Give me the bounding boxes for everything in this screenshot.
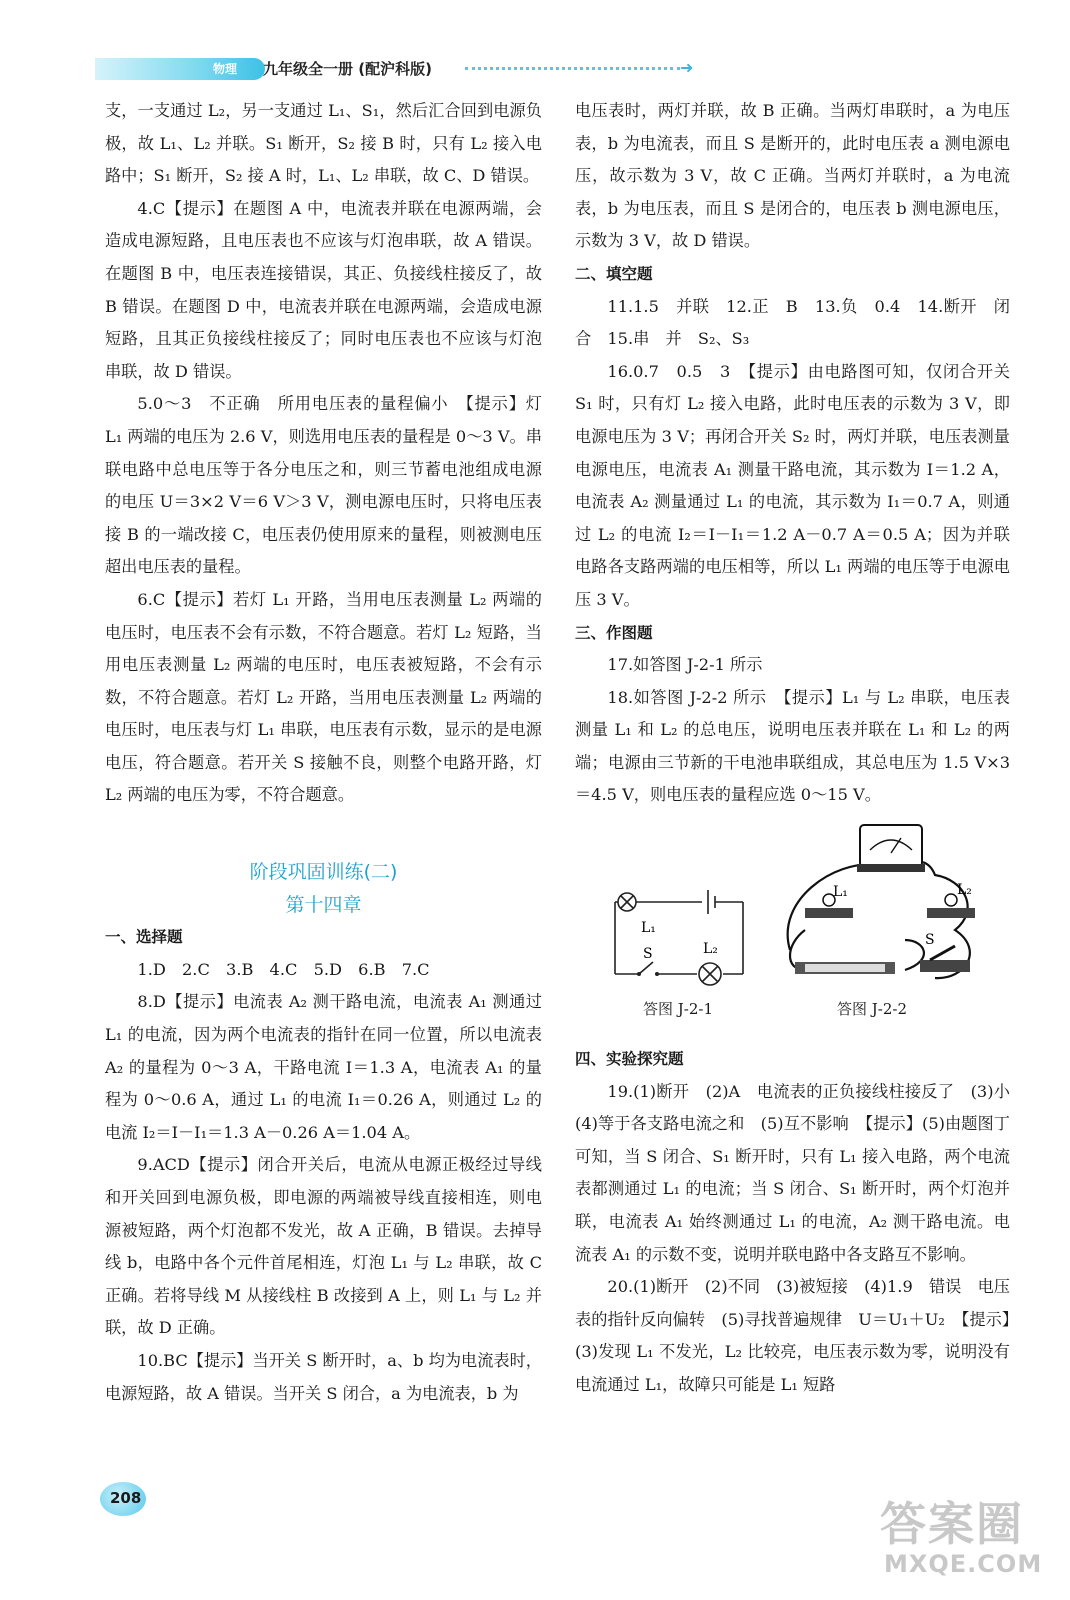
- answer-5: 5.0～3 不正确 所用电压表的量程偏小 【提示】灯 L₁ 两端的电压为 2.6 V，则选用电压表的量程是 0～3 V。串联电路中总电压等于各分电压之和，则三节蓄电池组成电源的电压 U＝3×2 V＝6 V＞3 V，测电源电压时，只将电压表接 B 的一端改接 C，电压表仍使用原来的量程，则被测电压超出电压表的量程。: [105, 394, 542, 577]
- answer-10: 10.BC【提示】当开关 S 断开时，a、b 均为电流表时，电源短路，故 A 错误。当开关 S 闭合，a 为电流表，b 为: [105, 1350, 542, 1403]
- answers-choice: 1.D 2.C 3.B 4.C 5.D 6.B 7.C: [137, 959, 430, 979]
- bulb-icon: [945, 894, 957, 906]
- spacer: [105, 812, 542, 856]
- page-number: 208: [110, 1489, 142, 1507]
- page-number-badge: [98, 1478, 154, 1518]
- section-title: 阶段巩固训练(二): [249, 861, 398, 884]
- lamp-holder-l2: [927, 908, 975, 918]
- physical-circuit-drawing: [788, 825, 975, 978]
- fig2-label-l2: L₂: [957, 882, 972, 898]
- header-title: 九年级全一册 (配沪科版): [263, 60, 432, 78]
- header-swoosh-decoration: [95, 58, 265, 80]
- answer-19: 19.(1)断开 (2)A 电流表的正负接线柱接反了 (3)小 (4)等于各支路电流之和 (5)互不影响 【提示】(5)由题图丁可知，当 S 闭合、S₁ 断开时，只有 L₁ 接入电路，两个电流表都测通过 L₁ 的电流；当 S 闭合、S₁ 断开时，两个灯泡并联，电流表 A₁ 始终测通过 L₁ 的电流，A₂ 测干路电流。电流表 A₁ 的示数不变，说明并联电路中各支路互不影响。: [575, 1081, 1027, 1264]
- answer-20: 20.(1)断开 (2)不同 (3)被短接 (4)1.9 错误 电压表的指针反向偏转 (5)寻找普遍规律 U＝U₁＋U₂ 【提示】(3)发现 L₁ 不发光，L₂ 比较亮，电压表示数为零，说明没有电流通过 L₁，故障只可能是 L₁ 短路: [575, 1277, 1010, 1394]
- switch-contact-dot: [655, 972, 659, 976]
- page-header: [95, 48, 695, 88]
- header-arrow-icon: ➜: [680, 58, 694, 77]
- answer-6: 6.C【提示】若灯 L₁ 开路，当用电压表测量 L₂ 两端的电压时，电压表不会有示数，不符合题意。若灯 L₂ 短路，当用电压表测量 L₂ 两端的电压时，电压表被短路，不会有示数，不符合题意。若灯 L₂ 开路，当用电压表测量 L₂ 两端的电压时，电压表与灯 L₁ 串联，电压表有示数，显示的是电源电压，符合题意。若开关 S 接触不良，则整个电路开路，灯 L₂ 两端的电压为零，不符合题意。: [105, 589, 542, 805]
- switch-pivot-dot: [637, 972, 641, 976]
- answer-16: 16.0.7 0.5 3 【提示】由电路图可知，仅闭合开关 S₁ 时，只有灯 L₂ 接入电路，此时电压表的示数为 3 V，即电源电压为 3 V；再闭合开关 S₂ 时，两灯并联，电压表测量电源电压，电流表 A₁ 测量干路电流，其示数为 I＝1.2 A，电流表 A₂ 测量通过 L₁ 的电流，其示数为 I₁＝0.7 A，则通过 L₂ 的电流 I₂＝I－I₁＝1.2 A－0.7 A＝0.5 A；因为并联电路各支路两端的电压相等，所以 L₁ 两端的电压等于电源电压 3 V。: [575, 361, 1010, 609]
- section-heading-fill: 二、填空题: [575, 264, 653, 283]
- section-heading-choice: 一、选择题: [105, 928, 183, 947]
- fig1-label-l2: L₂: [703, 941, 718, 957]
- right-column-top: [575, 95, 1010, 812]
- fig1-label-l1: L₁: [641, 920, 656, 936]
- voltmeter-icon: [860, 825, 922, 867]
- paragraph: 支，一支通过 L₂，另一支通过 L₁、S₁，然后汇合回到电源负极，故 L₁、L₂ 并联。S₁ 断开，S₂ 接 B 时，只有 L₂ 接入电路中；S₁ 断开，S₂ 接 A 时，L₁、L₂ 串联，故 C、D 错误。: [105, 101, 542, 186]
- watermark: [880, 1488, 1060, 1588]
- answer-18: 18.如答图 J-2-2 所示 【提示】L₁ 与 L₂ 串联，电压表测量 L₁ 和 L₂ 的总电压，说明电压表并联在 L₁ 和 L₂ 的两端；电源由三节新的干电池串联组成，其总电压为 1.5 V×3＝4.5 V，则电压表的量程应选 0～15 V。: [575, 687, 1010, 805]
- fig2-label-l1: L₁: [833, 884, 848, 900]
- answers-fill: 11.1.5 并联 12.正 B 13.负 0.4 14.断开 闭合 15.串 并 S₂、S₃: [575, 296, 1010, 349]
- fig2-label-s: S: [925, 932, 935, 948]
- watermark-url: MXQE.COM: [884, 1550, 1043, 1578]
- answer-17: 17.如答图 J-2-1 所示: [607, 655, 763, 675]
- answer-4: 4.C【提示】在题图 A 中，电流表并联在电源两端，会造成电源短路，且电压表也不应该与灯泡串联，故 A 错误。在题图 B 中，电压表连接错误，其正、负接线柱接反了，故 B 错误。在题图 D 中，电流表并联在电源两端，会造成电源短路，且其正负接线柱接反了；同时电压表也不应该与灯泡串联，故 D 错误。: [105, 198, 542, 381]
- left-column: [105, 95, 542, 1410]
- fig1-label-s: S: [643, 946, 653, 962]
- watermark-logo: 答案圈: [880, 1497, 1024, 1551]
- lamp-holder-l1: [805, 908, 853, 918]
- figure-caption-j-2-2: 答图 J-2-2: [837, 1000, 908, 1018]
- answer-8: 8.D【提示】电流表 A₂ 测干路电流，电流表 A₁ 测通过 L₁ 的电流，因为两个电流表的指针在同一位置，所以电流表 A₂ 的量程为 0～3 A，干路电流 I＝1.3 A，电流表 A₁ 的量程为 0～0.6 A，通过 L₁ 的电流 I₁＝0.26 A，则通过 L₂ 的电流 I₂＝I－I₁＝1.3 A－0.26 A＝1.04 A。: [105, 992, 542, 1142]
- right-column-bottom: [575, 1043, 1027, 1402]
- figure-caption-j-2-1: 答图 J-2-1: [643, 1000, 714, 1018]
- chapter-title: 第十四章: [285, 893, 362, 916]
- answer-9: 9.ACD【提示】闭合开关后，电流从电源正极经过导线和开关回到电源负极，即电源的两端被导线直接相连，则电源被短路，两个灯泡都不发光，故 A 正确，B 错误。去掉导线 b，电路中各个元件首尾相连，灯泡 L₁ 与 L₂ 串联，故 C 正确。若将导线 M 从接线柱 B 改接到 A 上，则 L₁ 与 L₂ 并联，故 D 正确。: [105, 1155, 542, 1338]
- circuit-diagram-j-2-1: [605, 820, 1025, 995]
- switch-icon: [920, 960, 970, 972]
- figures-area: [605, 820, 1025, 1030]
- section-heading-drawing: 三、作图题: [575, 623, 653, 642]
- section-heading-experiment: 四、实验探究题: [575, 1050, 684, 1068]
- header-subject: 物理: [213, 62, 238, 76]
- answer-10-continued: 电压表时，两灯并联，故 B 正确。当两灯串联时，a 为电压表，b 为电流表，而且 S 是断开的，此时电压表 a 测电源电压，故示数为 3 V，故 C 正确。当两灯并联时，a 为电流表，b 为电压表，而且 S 是闭合的，电压表 b 测电源电压，示数为 3 V，故 D 错误。: [575, 101, 1010, 251]
- header-dotted-line: [465, 67, 680, 70]
